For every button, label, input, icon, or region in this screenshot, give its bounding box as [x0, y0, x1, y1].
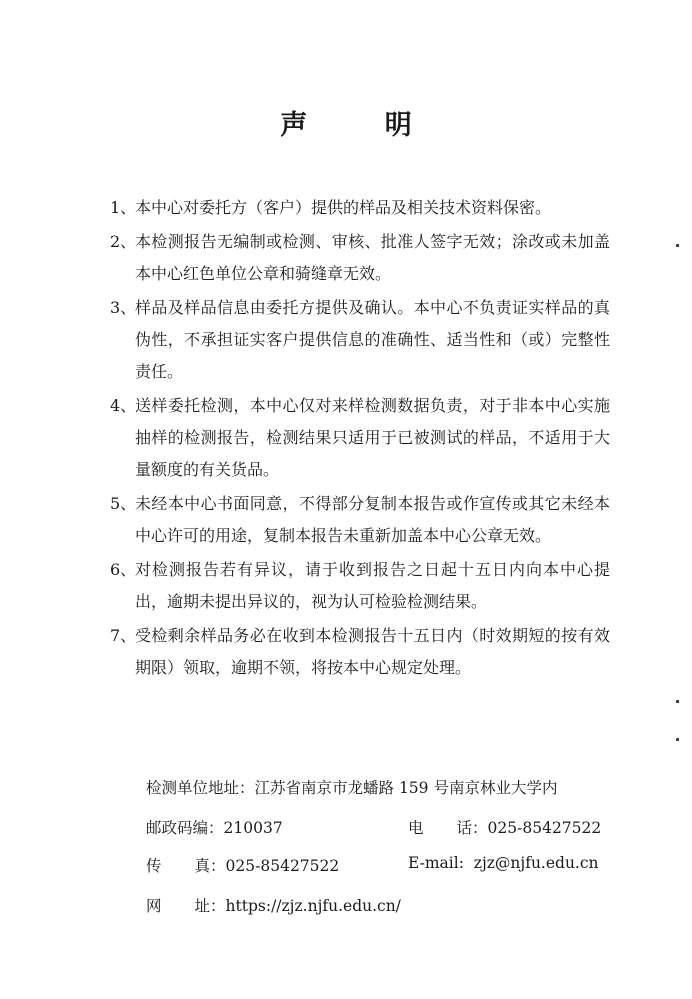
page-title: 声 明	[280, 110, 446, 141]
item-text: 本检测报告无编制或检测、审核、批准人签字无效；涂改或未加盖本中心红色单位公章和骑缝章无效。	[135, 232, 610, 283]
postcode-value: 210037	[223, 819, 283, 837]
email-value: zjz@njfu.edu.cn	[473, 854, 599, 872]
item-number: 4、	[110, 396, 137, 415]
item-number: 3、	[110, 298, 137, 317]
list-item	[110, 192, 610, 224]
address-row	[146, 776, 596, 800]
scan-speck	[676, 700, 679, 703]
fax-label-second: 真：	[194, 857, 226, 875]
address-label: 检测单位地址：	[146, 779, 255, 797]
list-item	[110, 620, 610, 684]
declaration-list	[110, 192, 610, 686]
item-number: 6、	[110, 560, 137, 579]
phone-label-second: 话：	[456, 819, 488, 837]
web-label-second: 址：	[194, 897, 226, 915]
list-item	[110, 292, 610, 388]
item-text: 送样委托检测，本中心仅对来样检测数据负责，对于非本中心实施抽样的检测报告，检测结果只适用于已被测试的样品，不适用于大量额度的有关货品。	[135, 396, 610, 479]
phone-label-first: 电	[408, 819, 424, 837]
item-text: 对检测报告若有异议，请于收到报告之日起十五日内向本中心提出，逾期未提出异议的，视为认可检验检测结果。	[135, 560, 610, 611]
item-number: 7、	[110, 626, 137, 645]
website-row	[146, 894, 596, 918]
list-item	[110, 390, 610, 486]
item-text: 本中心对委托方（客户）提供的样品及相关技术资料保密。	[135, 198, 552, 217]
item-text: 受检剩余样品务必在收到本检测报告十五日内（时效期短的按有效期限）领取，逾期不领，将按本中心规定处理。	[135, 626, 610, 677]
address-value: 江苏省南京市龙蟠路 159 号南京林业大学内	[254, 779, 558, 797]
item-number: 2、	[110, 232, 137, 251]
item-text: 未经本中心书面同意，不得部分复制本报告或作宣传或其它未经本中心许可的用途，复制本报告未重新加盖本中心公章无效。	[135, 494, 610, 545]
item-number: 1、	[110, 198, 137, 217]
list-item	[110, 226, 610, 290]
phone-value: 025-85427522	[487, 819, 602, 837]
list-item	[110, 488, 610, 552]
scan-speck	[676, 244, 679, 247]
postcode-label: 邮政码编：	[146, 819, 224, 837]
scan-speck	[676, 738, 679, 741]
web-label-first: 网	[146, 897, 162, 915]
list-item	[110, 554, 610, 618]
email-label: E-mail:	[408, 854, 464, 872]
fax-label-first: 传	[146, 857, 162, 875]
postcode-phone-row	[146, 816, 602, 840]
item-text: 样品及样品信息由委托方提供及确认。本中心不负责证实样品的真伪性，不承担证实客户提供信息的准确性、适当性和（或）完整性责任。	[135, 298, 610, 381]
item-number: 5、	[110, 494, 137, 513]
fax-value: 025-85427522	[225, 857, 340, 875]
fax-email-row	[146, 854, 599, 878]
web-value: https://zjz.njfu.edu.cn/	[225, 897, 401, 915]
